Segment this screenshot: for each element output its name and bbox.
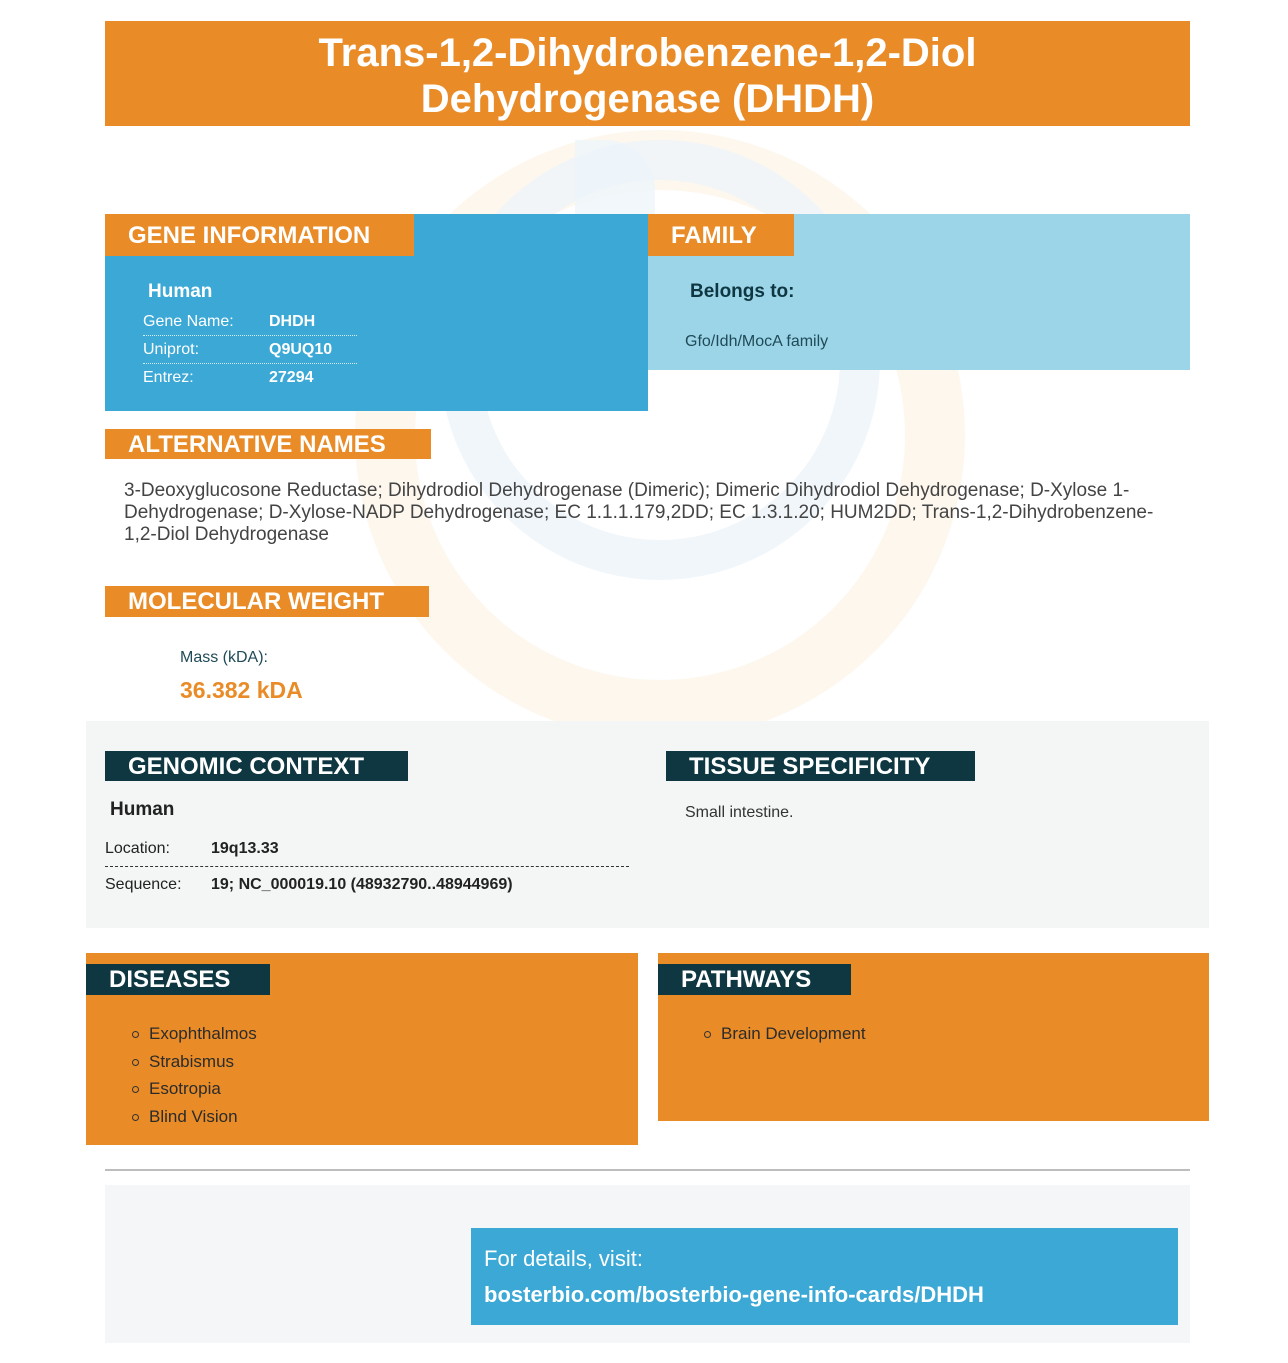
pathways-heading: PATHWAYS [658, 964, 851, 995]
sequence-row [105, 867, 629, 902]
sequence-key: Sequence: [105, 875, 182, 893]
alternative-names-heading: ALTERNATIVE NAMES [105, 429, 431, 459]
uniprot-row [143, 336, 357, 364]
family-value: Gfo/Idh/MocA family [685, 333, 829, 350]
page-title [105, 21, 1190, 126]
entrez-value: 27294 [269, 369, 314, 386]
visit-label: For details, visit: [484, 1246, 643, 1271]
genomic-species: Human [110, 799, 175, 820]
diseases-panel [86, 953, 638, 1145]
pathways-list [702, 1020, 866, 1048]
location-row [105, 832, 629, 867]
pathways-panel [658, 953, 1209, 1121]
gene-info-table [143, 308, 357, 392]
uniprot-key: Uniprot: [143, 340, 200, 358]
alternative-names-text: 3-Deoxyglucosone Reductase; Dihydrodiol Dehydrogenase (Dimeric); Dimeric Dihydrodiol Dehydrogenase; D-Xylose 1-Dehydrogenase; D-Xylose-NADP Dehydrogenase; EC 1.1.1.179,2DD; EC 1.3.1.20; HUM2DD; Trans-1,2-Dihydrobenzene-1,2-Diol Dehydrogenase [124, 480, 1154, 545]
entrez-row [143, 364, 357, 392]
uniprot-value: Q9UQ10 [269, 340, 333, 358]
gene-name-key: Gene Name: [143, 312, 234, 330]
disease-item: Exophthalmos [130, 1020, 257, 1048]
gene-information-panel [105, 214, 648, 411]
location-value: 19q13.33 [211, 840, 279, 857]
gene-name-row [143, 308, 357, 336]
diseases-list [130, 1020, 257, 1130]
belongs-to-label: Belongs to: [690, 281, 795, 302]
location-key: Location: [105, 840, 170, 857]
entrez-key: Entrez: [143, 369, 194, 386]
disease-item: Blind Vision [130, 1103, 257, 1131]
family-panel [648, 214, 1190, 370]
mass-value: 36.382 kDA [180, 677, 303, 703]
genomic-context-table [105, 832, 629, 902]
genomic-context-heading: GENOMIC CONTEXT [105, 751, 408, 781]
disease-item: Strabismus [130, 1048, 257, 1076]
title-line-2: Dehydrogenase (DHDH) [420, 77, 875, 121]
title-line-1: Trans-1,2-Dihydrobenzene-1,2-Diol [318, 31, 977, 75]
divider [105, 1169, 1190, 1171]
tissue-specificity-heading: TISSUE SPECIFICITY [666, 751, 975, 781]
gene-information-heading: GENE INFORMATION [105, 214, 414, 256]
family-heading: FAMILY [648, 214, 794, 256]
disease-item: Esotropia [130, 1075, 257, 1103]
pathway-item: Brain Development [702, 1020, 866, 1048]
details-link-box[interactable] [471, 1228, 1178, 1325]
sequence-value: 19; NC_000019.10 (48932790..48944969) [211, 875, 513, 893]
tissue-specificity-text: Small intestine. [685, 804, 794, 821]
details-url-link[interactable]: bosterbio.com/bosterbio-gene-info-cards/DHDH [484, 1282, 984, 1307]
diseases-heading: DISEASES [86, 964, 270, 995]
gene-name-value: DHDH [269, 312, 316, 330]
molecular-weight-heading: MOLECULAR WEIGHT [105, 586, 429, 617]
gene-species: Human [148, 281, 213, 302]
mass-label: Mass (kDA): [180, 649, 268, 666]
